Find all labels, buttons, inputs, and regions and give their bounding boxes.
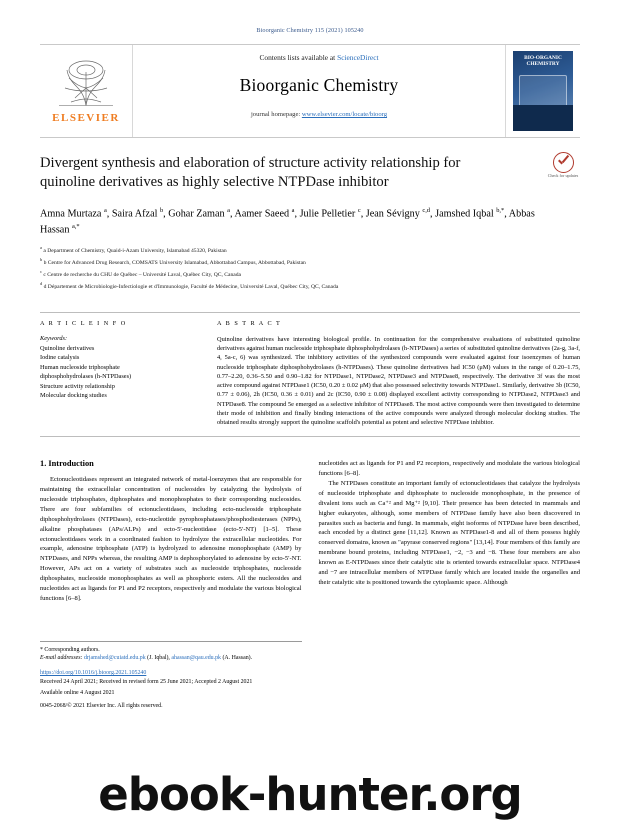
cover-molecule-art (519, 75, 567, 107)
article-info-abstract-block (40, 312, 580, 438)
journal-masthead (40, 44, 580, 138)
affiliation-item: $^d$ d Département de Microbiologie-Infectiologie et d'Immunologie, Faculté de Médecine, Université Laval, Québec City, QC, Canada (40, 280, 339, 290)
elsevier-tree-icon (55, 58, 117, 110)
homepage-url[interactable]: www.elsevier.com/locate/bioorg (301, 111, 388, 118)
affiliation-item: $^a$ a Department of Chemistry, Quaid-i-Azam University, Islamabad 45320, Pakistan (40, 245, 227, 255)
journal-title: Bioorganic Chemistry (239, 75, 399, 95)
keyword-item: Quinoline derivatives (40, 344, 95, 352)
section-heading-introduction: 1. Introduction (40, 459, 94, 469)
journal-reference: Bioorganic Chemistry 115 (2021) 105240 (256, 27, 364, 34)
elsevier-wordmark: ELSEVIER (52, 112, 120, 124)
keyword-item: Molecular docking studies (40, 391, 107, 399)
abstract-heading: A B S T R A C T (217, 319, 282, 327)
publisher-logo (40, 45, 133, 137)
keyword-item: diphosphohydrolases (h-NTPDases) (40, 373, 132, 381)
cover-title: BIO-ORGANIC CHEMISTRY (524, 55, 562, 68)
affiliation-list (40, 244, 580, 292)
journal-homepage-line (133, 111, 505, 118)
page-footer (40, 641, 302, 709)
email-address-1[interactable]: drjamshed@cuiatd.edu.pk (83, 655, 146, 662)
affiliation-text: d Département de Microbiologie-Infectiologie et d'Immunologie, Faculté de Médecine, Université Laval, Québec City, QC, Canada (43, 283, 339, 290)
keywords-list (40, 344, 197, 401)
crossmark-icon (553, 152, 574, 173)
doi-link[interactable]: https://doi.org/10.1016/j.bioorg.2021.105240 (40, 670, 147, 677)
contents-available-line (133, 53, 505, 62)
copyright-line: 0045-2068/© 2021 Elsevier Inc. All rights reserved. (40, 703, 163, 709)
body-column-left (40, 459, 302, 603)
keyword-item: Structure activity relationship (40, 382, 115, 390)
corresponding-author-note: * Corresponding authors. (40, 646, 100, 653)
cover-thumbnail (513, 51, 573, 131)
cover-bottom-bar (513, 105, 573, 131)
abstract-text: Quinoline derivatives have interesting biological profile. In continuation for the comprehensive evaluations of substituted quinoline derivatives against human nucleoside triphosphate diphosphohydrolases (h-NTPDases) a series of substituted quinoline derivatives (2a-g, 3a-f, 4, 5a-c, 6) was synthesized. The inhibitory activities of the synthesized compounds were evaluated against four isoenzymes of human nucleoside triphosphate diphosphohydrolases (h-NTPDases). These quinoline derivatives had IC50 (μM) values in the range of 0.20–1.75, 0.77–2.20, 0.36–5.50 and 0.90–1.82 for NTPDase1, NTPDase2, NTPDase3 and NTPDase8, respectively. The derivative 3f was the most active compound against NTPDase1 (IC50, 0.20 ± 0.02 μM) that also possessed selectivity towards NTPDase1. Similarly, derivative 3b (IC50, 0.77 ± 0.06), 2h (IC50, 0.36 ± 0.01) and 2c (IC50, 0.90 ± 0.08) displayed excellent activity corresponding to NTPDase2, NTPDase3 and NTPDase8. The compound 5e emerged as a selective inhibitor of NTPDase8. The most active compounds were then investigated to determine their mode of inhibition and finally binding interactions of the active compounds were analyzed through molecular docking studies. The obtained results strongly support the quinoline scaffold's potential as potent and selective NTPDase inhibitor. (217, 335, 580, 427)
body-columns (40, 459, 580, 603)
available-online: Available online 4 August 2021 (40, 690, 115, 697)
affiliation-text: a Department of Chemistry, Quaid-i-Azam University, Islamabad 45320, Pakistan (43, 248, 227, 255)
journal-cover (505, 45, 580, 137)
intro-paragraph-right-continued: nucleotides act as ligands for P1 and P2 receptors, respectively and modulate the various biological functions [6–8]. (318, 460, 580, 478)
email-name-2: (A. Hassan). (222, 655, 253, 662)
watermark-text: ebook-hunter.org (98, 768, 522, 821)
email-label: E-mail addresses: (40, 655, 83, 662)
abstract-column (211, 320, 580, 428)
intro-paragraph-right-2: The NTPDases constitute an important family of ectonucleotidases that catalyze the hydrolysis of nucleoside triphosphate and diphosphate to nucleoside monophosphate, in the presence of divalent ions such as Ca⁺² and Mg⁺² [9,10]. Their presence has been detected in mammals and higher eukaryotes, although, some members of NTPDase family have also been discovered in parasites such as bacteria and fungi. In mammals, eight isoforms of NTPDase have been described, each encoded by a distinct gene [11,12]. Known as NTPDase1-8 and all of them possess highly conserved domains, known as "apyrase conserved regions" [13,14]. Four members of this family are membrane bound proteins, including NTPDase1, −2, −3 and −8. These four members are also known as E-NTPDases since their catalytic site is oriented towards extracellular space. NTPDase4 and −7 are intracellular members of NTPDase family which are located inside the organelles and their catalytic site is positioned towards the cytoplasmic space. Although (318, 480, 580, 586)
contents-prefix: Contents lists available at (259, 53, 336, 62)
affiliation-text: c Centre de recherche du CHU de Québec – Université Laval, Québec City, QC, Canada (43, 271, 242, 278)
keyword-item: Iodine catalysis (40, 354, 80, 362)
sciencedirect-link[interactable]: ScienceDirect (337, 53, 379, 62)
intro-paragraph-left: Ectonucleotidases represent an integrated network of metal-loenzymes that are responsible for maintaining the extracellular concentration of nucleosides by catalyzing the hydrolysis of nucleoside triphosphates, diphosphates and monophosphates to their corresponding nucleosides. There are four subfamilies of ectonucleotidases, including ecto-nucleoside triphosphate diphosphohydrolases (NTPDases), ecto-nucleotide pyrophosphatases/phosphodiesterases (NPPs), alkaline phosphatases (APs/ALPs) and ecto-5′-nucleotidase (ecto-5′-NT) [1–5]. These ectonucleotidases work in a coordinated fashion to hydrolyze the extracellular nucleotides. For example, adenosine triphosphate (ATP) is hydrolyzed to adenosine monophosphate (AMP) by NTPDases, and NPPs whereas, the resulting AMP is dephosphorylated to adenosine by ecto-5′-NT. However, APs act on a variety of substrates such as nucleoside triphosphates, nucleoside diphosphates, nucleoside monophosphates as well as phosphoric esters. All the nucleosides and nucleotides act as ligands for P1 and P2 receptors, respectively and modulate the various biological functions [6–8]. (40, 476, 302, 602)
crossmark-badge[interactable] (546, 152, 580, 179)
email-name-1: (J. Iqbal), (147, 655, 170, 662)
email-line (40, 654, 302, 663)
author-list: Amna Murtaza $^a$, Saira Afzal $^b$, Gohar Zaman $^a$, Aamer Saeed $^a$, Julie Pelletier $^c$, Jean Sévigny $^{c,d}$, Jamshed Iqbal $^{b,*}$, Abbas Hassan $^{a,*}$ (40, 206, 535, 236)
keyword-item: Human nucleoside triphosphate (40, 363, 120, 371)
homepage-prefix: journal homepage: (250, 111, 301, 118)
affiliation-item: $^c$ c Centre de recherche du CHU de Québec – Université Laval, Québec City, QC, Canada (40, 268, 242, 278)
page-title: Divergent synthesis and elaboration of structure activity relationship for quinoline derivatives as highly selective NTPDase inhibitor (40, 155, 461, 191)
affiliation-text: b Centre for Advanced Drug Research, COMSATS University Islamabad, Abbottabad Campus, Abbottabad, Pakistan (43, 259, 306, 266)
article-info-column (40, 320, 211, 428)
title-area (40, 154, 580, 193)
article-info-heading: A R T I C L E I N F O (40, 319, 127, 327)
affiliation-item: $^b$ b Centre for Advanced Drug Research, COMSATS University Islamabad, Abbottabad Campus, Abbottabad, Pakistan (40, 257, 306, 266)
crossmark-label: Check for updates (547, 173, 579, 178)
masthead-center (133, 45, 505, 137)
keywords-heading: Keywords: (40, 334, 68, 342)
body-column-right (319, 459, 581, 603)
article-history: Received 24 April 2021; Received in revised form 25 June 2021; Accepted 2 August 2021 (40, 679, 253, 686)
email-address-2[interactable]: ahassan@qau.edu.pk (171, 655, 221, 662)
